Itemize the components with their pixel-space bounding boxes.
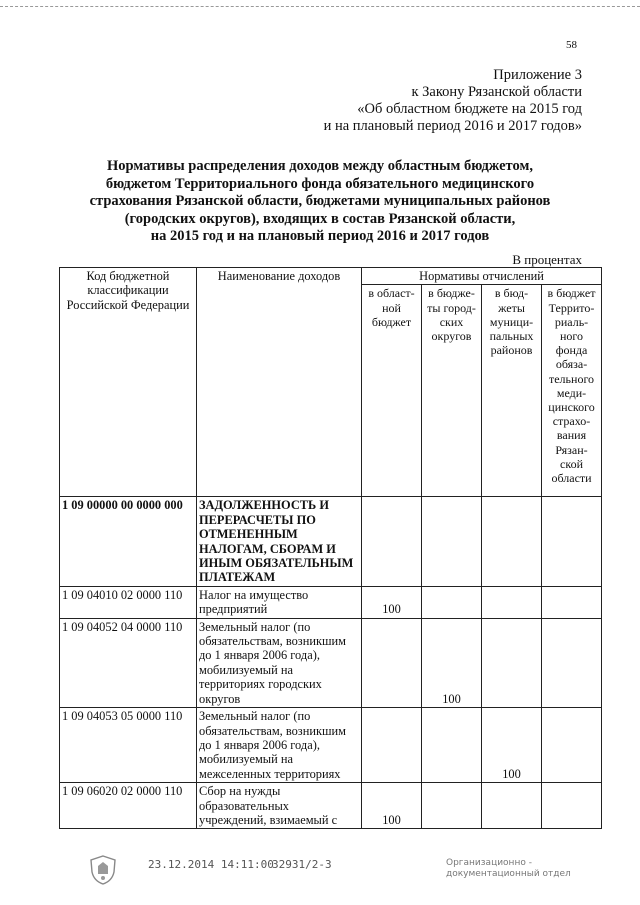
appendix-line: к Закону Рязанской области <box>411 84 582 100</box>
dept-line: документационный отдел <box>446 869 571 879</box>
row-code: 1 09 04053 05 0000 110 <box>60 708 197 783</box>
row-value-city: 100 <box>422 618 482 707</box>
subheader-fund: в бюджет Террито-риаль-ного фонда обяза-тельного меди-цинского страхо-вания Рязан-ской области <box>542 285 602 497</box>
row-value-city <box>422 586 482 618</box>
appendix-header <box>324 67 582 135</box>
row-value-city <box>422 708 482 783</box>
title-line: (городских округов), входящих в состав Рязанской области, <box>124 210 516 227</box>
row-value-regional <box>362 708 422 783</box>
stamp-date: 23.12.2014 14:11:00 <box>148 858 274 871</box>
row-value-district <box>482 618 542 707</box>
header-code: Код бюджетной классификации Российской Федерации <box>60 268 197 497</box>
row-code: 1 09 00000 00 0000 000 <box>60 497 197 586</box>
row-name: Земельный налог (по обязательствам, возникшим до 1 января 2006 года), мобилизуемый на территориях городских округов <box>197 618 362 707</box>
table-row <box>60 618 602 707</box>
row-value-district: 100 <box>482 708 542 783</box>
row-code: 1 09 06020 02 0000 110 <box>60 783 197 829</box>
title-line: Нормативы распределения доходов между областным бюджетом, <box>107 158 533 174</box>
page-number: 58 <box>566 39 577 51</box>
row-value-regional: 100 <box>362 586 422 618</box>
row-name: Земельный налог (по обязательствам, возникшим до 1 января 2006 года), мобилизуемый на межселенных территориях <box>197 708 362 783</box>
title-line: на 2015 год и на плановый период 2016 и 2017 годов <box>150 228 490 245</box>
header-row <box>60 268 602 285</box>
appendix-line: Приложение 3 <box>493 67 582 83</box>
registration-stamp <box>0 858 640 898</box>
document-title <box>60 158 580 246</box>
unit-note: В процентах <box>512 252 582 267</box>
scan-top-edge <box>0 6 640 7</box>
title-line: бюджетом Территориального фонда обязательного медицинского <box>105 175 535 192</box>
row-value-regional <box>362 618 422 707</box>
table-row <box>60 497 602 586</box>
row-value-city <box>422 783 482 829</box>
row-value-fund <box>542 708 602 783</box>
row-value-regional <box>362 497 422 586</box>
subheader-city: в бюдже-ты город-ских округов <box>422 285 482 497</box>
row-code: 1 09 04052 04 0000 110 <box>60 618 197 707</box>
appendix-line: и на плановый период 2016 и 2017 годов» <box>323 118 582 134</box>
row-value-fund <box>542 586 602 618</box>
row-value-regional: 100 <box>362 783 422 829</box>
row-value-fund <box>542 783 602 829</box>
header-norms: Нормативы отчислений <box>362 268 602 285</box>
table-row <box>60 708 602 783</box>
table-row <box>60 783 602 829</box>
stamp-department <box>446 858 571 880</box>
appendix-line: «Об областном бюджете на 2015 год <box>357 101 582 117</box>
table-row <box>60 586 602 618</box>
title-line: страхования Рязанской области, бюджетами муниципальных районов <box>89 193 551 210</box>
coat-of-arms-icon <box>88 854 118 886</box>
header-name: Наименование доходов <box>197 268 362 497</box>
row-value-district <box>482 586 542 618</box>
row-value-fund <box>542 497 602 586</box>
row-value-city <box>422 497 482 586</box>
row-name: Налог на имущество предприятий <box>197 586 362 618</box>
row-name: ЗАДОЛЖЕННОСТЬ И ПЕРЕРАСЧЕТЫ ПО ОТМЕНЕННЫМ НАЛОГАМ, СБОРАМ И ИНЫМ ОБЯЗАТЕЛЬНЫМ ПЛАТЕЖАМ <box>197 497 362 586</box>
row-value-fund <box>542 618 602 707</box>
row-code: 1 09 04010 02 0000 110 <box>60 586 197 618</box>
row-value-district <box>482 783 542 829</box>
stamp-number: 32931/2-3 <box>272 858 332 871</box>
row-name: Сбор на нужды образовательных учреждений, взимаемый с <box>197 783 362 829</box>
norms-table <box>59 267 602 829</box>
row-value-district <box>482 497 542 586</box>
subheader-district: в бюд-жеты муници-пальных районов <box>482 285 542 497</box>
subheader-regional: в област-ной бюджет <box>362 285 422 497</box>
dept-line: Организационно - <box>446 858 532 868</box>
